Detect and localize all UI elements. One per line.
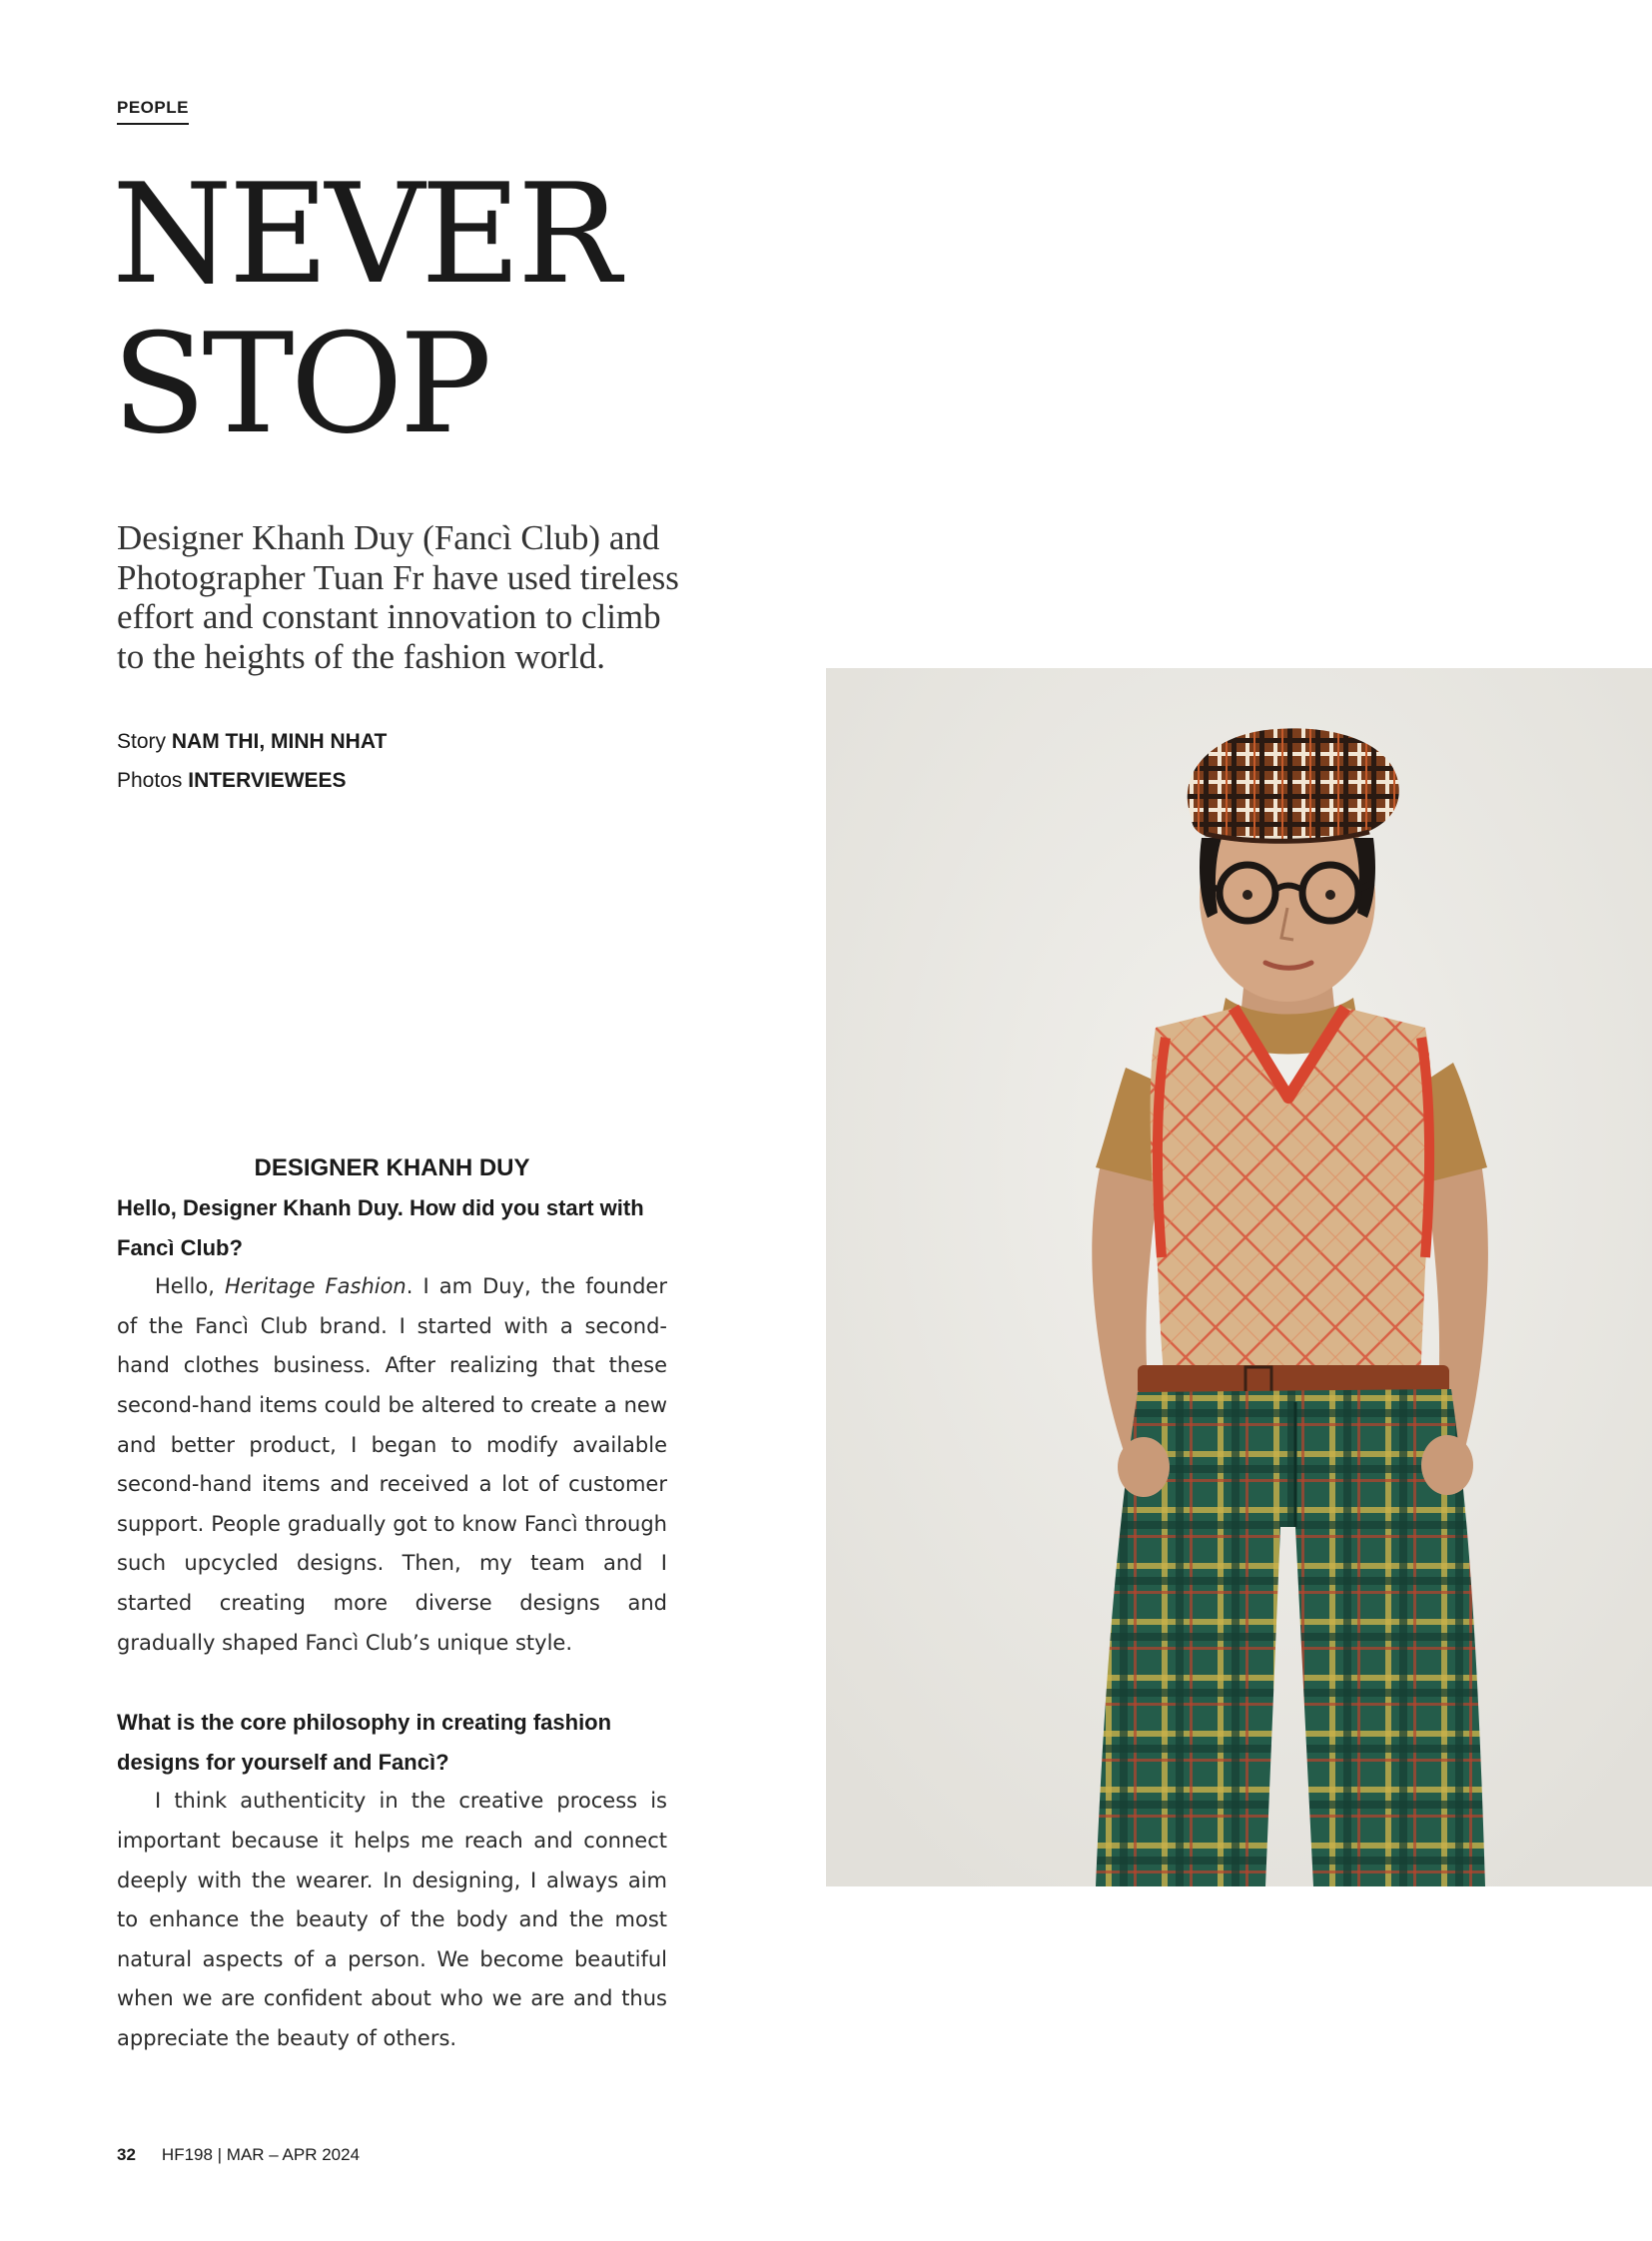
article-deck: Designer Khanh Duy (Fancì Club) and Photographer Tuan Fr have used tireless effort and constant innovation to climb to the heights of the fashion world.	[117, 518, 679, 676]
story-authors: NAM THI, MINH NHAT	[171, 730, 388, 753]
photo-authors: INTERVIEWEES	[188, 769, 347, 792]
story-credit	[117, 722, 387, 761]
answer-2: I think authenticity in the creative process is important because it helps me reach and connect deeply with the wearer. In designing, I always aim to enhance the beauty of the body and the most natural aspects of a person. We become beautiful when we are confident about who we are and thus appreciate the beauty of others.	[117, 1789, 667, 2050]
answer-1-text: . I am Duy, the founder of the Fancì Club brand. I started with a second-hand clothes business. After realizing that these second-hand items could be altered to create a new and better product, I began to modify available second-hand items and received a lot of customer support. People gradually got to know Fancì through such upcycled designs. Then, my team and I started creating more diverse designs and gradually shaped Fancì Club’s unique style.	[117, 1274, 667, 1655]
portrait-illustration	[826, 668, 1652, 1886]
headline-line-1: NEVER	[112, 154, 617, 315]
page-number: 32	[117, 2145, 136, 2164]
headline-line-2: STOP	[112, 304, 488, 464]
photo-credit	[117, 761, 387, 800]
portrait-photo	[826, 668, 1652, 1886]
interview-subheading: DESIGNER KHANH DUY	[254, 1154, 530, 1181]
magazine-name: Heritage Fashion	[224, 1274, 407, 1299]
story-label: Story	[117, 730, 167, 753]
credits	[117, 722, 387, 800]
section-label: PEOPLE	[117, 98, 189, 125]
article-headline	[112, 154, 711, 464]
article-body	[117, 1148, 667, 2058]
issue-info: HF198 | MAR – APR 2024	[161, 2145, 361, 2164]
page-footer	[117, 2145, 360, 2165]
question-2: What is the core philosophy in creating fashion designs for yourself and Fancì?	[117, 1710, 612, 1775]
answer-1	[117, 1267, 667, 1663]
answer-1-intro: Hello,	[155, 1274, 215, 1299]
photos-label: Photos	[117, 769, 183, 792]
question-1: Hello, Designer Khanh Duy. How did you start with Fancì Club?	[117, 1195, 644, 1260]
